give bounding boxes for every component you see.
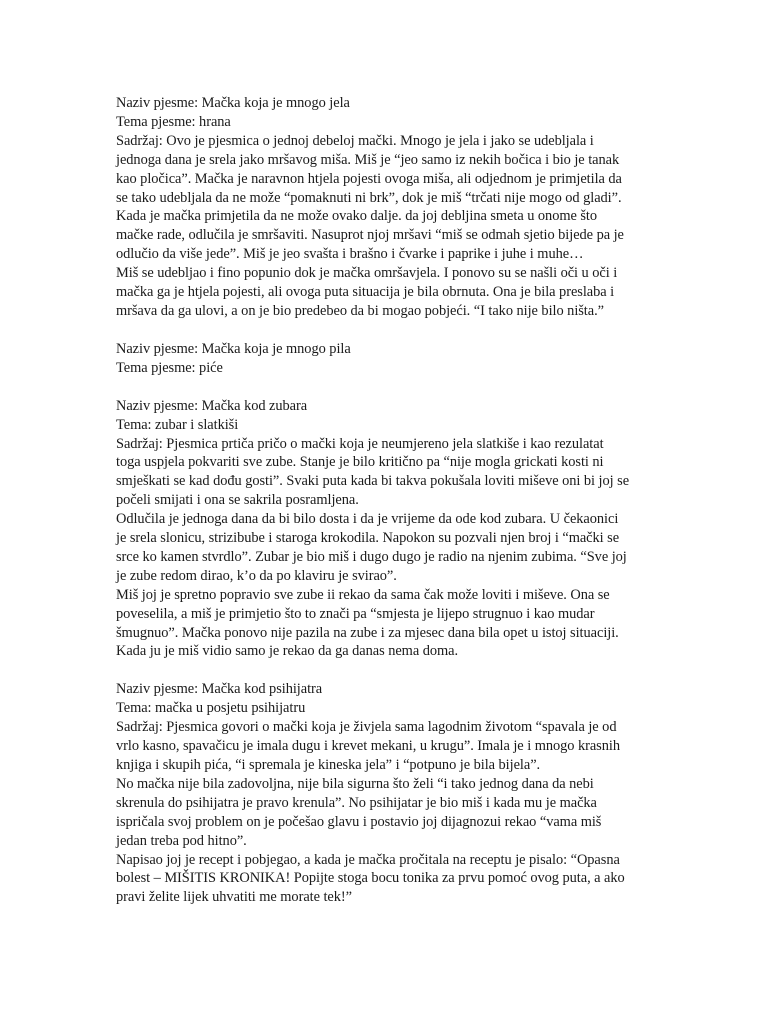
poem-summary-line: No mačka nije bila zadovoljna, nije bila sigurna što želi “i tako jednog dana da nebi	[116, 775, 594, 792]
poem-summary-line: Miš se udebljao i fino popunio dok je mačka omršavjela. I ponovo su se našli oči u oči i	[116, 265, 618, 282]
poem-summary-line: Kada je mačka primjetila da ne može ovako dalje. da joj debljina smeta u onome što	[116, 208, 598, 225]
poem-theme: Tema pjesme: piće	[116, 359, 223, 376]
poem-summary-line: skrenula do psihijatra je pravo krenula”. No psihijatar je bio miš i kada mu je mačka	[116, 794, 597, 811]
poem-summary-line: mačka ga je htjela pojesti, ali ovoga puta situacija je bila obrnuta. Ona je bila preslaba i	[116, 284, 615, 301]
poem-summary-line: kao pločica”. Mačka je naravnon htjela pojesti ovoga miša, ali odjednom je primjetila da	[116, 170, 622, 187]
poem-theme: Tema: mačka u posjetu psihijatru	[116, 700, 306, 717]
poem-summary-line: vrlo kasno, spavačicu je imala dugu i krevet mekani, u krugu”. Imala je i mnogo krasnih	[116, 738, 620, 755]
poem-summary-line: odlučio da više jede”. Miš je jeo svašta i brašno i čvarke i paprike i juhe i muhe…	[116, 246, 584, 263]
poem-title: Naziv pjesme: Mačka koja je mnogo pila	[116, 340, 351, 357]
poem-title: Naziv pjesme: Mačka kod psihijatra	[116, 681, 323, 698]
poem-summary-line: Miš joj je spretno popravio sve zube ii rekao da sama čak može loviti i miševe. Ona se	[116, 586, 610, 603]
poem-summary-line: Kada ju je miš vidio samo je rekao da ga danas nema doma.	[116, 643, 459, 660]
poem-summary-line: bolest – MIŠITIS KRONIKA! Popijte stoga bocu tonika za prvu pomoć ovog puta, a ako	[116, 870, 625, 887]
poem-summary-line: ispričala svoj problem on je počešao glavu i postavio joj dijagnozui rekao “vama miš	[116, 813, 602, 830]
poem-title: Naziv pjesme: Mačka kod zubara	[116, 397, 308, 414]
poem-summary-line: toga uspjela pokvariti sve zube. Stanje je bilo kritično pa “nije mogla grickati kosti ni	[116, 454, 604, 471]
poem-summary-line: se tako udebljala da ne može “pomaknuti ni brk”, dok je miš “trčati nije mogo od gladi”.	[116, 189, 622, 206]
poem-section-4	[116, 680, 728, 907]
poem-section-1	[116, 94, 728, 321]
poem-section-2	[116, 340, 728, 378]
poem-summary-line: poveselila, a miš je primjetio što to znači pa “smjesta je lijepo strugnuo i kao mudar	[116, 605, 595, 622]
poem-summary-line: srce ko kamen stvrdlo”. Zubar je bio miš i dugo dugo je radio na njenim zubima. “Sve joj	[116, 548, 627, 565]
poem-theme: Tema pjesme: hrana	[116, 113, 231, 130]
poem-summary-line: počeli smijati i ona se sakrila posramljena.	[116, 492, 359, 509]
poem-summary-line: Sadržaj: Pjesmica prtiča pričo o mački koja je neumjereno jela slatkiše i kao rezulatat	[116, 435, 604, 452]
poem-summary-line: mršava da ga ulovi, a on je bio predebeo da bi mogao pobjeći. “I tako nije bilo ništa.”	[116, 302, 604, 319]
poem-summary-line: jednoga dana je srela jako mršavog miša. Miš je “jeo samo iz nekih bočica i bio je tanak	[116, 151, 620, 168]
poem-summary-line: je srela slonicu, strizibube i staroga krokodila. Napokon su pozvali njen broj i “mački se	[116, 530, 620, 547]
poem-summary-line: pravi želite lijek uhvatiti me morate tek!”	[116, 889, 352, 906]
poem-title: Naziv pjesme: Mačka koja je mnogo jela	[116, 95, 350, 111]
poem-summary-line: Napisao joj je recept i pobjegao, a kada je mačka pročitala na receptu je pisalo: “Opasna	[116, 851, 620, 868]
poem-summary-line: Sadržaj: Ovo je pjesmica o jednoj debeloj mački. Mnogo je jela i jako se udebljala i	[116, 132, 594, 149]
poem-summary-line: mačke rade, odlučila je smršaviti. Nasuprot njoj mršavi “miš se odmah sjetio bijede pa je	[116, 227, 624, 244]
poem-summary-line: jedan treba pod hitno”.	[116, 832, 247, 849]
poem-summary-line: Sadržaj: Pjesmica govori o mački koja je živjela sama lagodnim životom “spavala je od	[116, 719, 617, 736]
poem-theme: Tema: zubar i slatkiši	[116, 416, 239, 433]
poem-summary-line: Odlučila je jednoga dana da bi bilo dosta i da je vrijeme da ode kod zubara. U čekaonici	[116, 511, 619, 528]
poem-section-3	[116, 397, 728, 662]
poem-summary-line: šmugnuo”. Mačka ponovo nije pazila na zube i za mjesec dana bila opet u istoj situaciji.	[116, 624, 619, 641]
poem-summary-line: je zube redom dirao, k’o da po klaviru je svirao”.	[116, 567, 397, 584]
poem-summary-line: knjiga i skupih pića, “i spremala je kineska jela” i “potpuno je bila bijela”.	[116, 757, 541, 773]
poem-summary-line: smješkati se kad dođu gosti”. Svaki puta kada bi takva pokušala loviti miševe oni bi joj se	[116, 473, 630, 490]
